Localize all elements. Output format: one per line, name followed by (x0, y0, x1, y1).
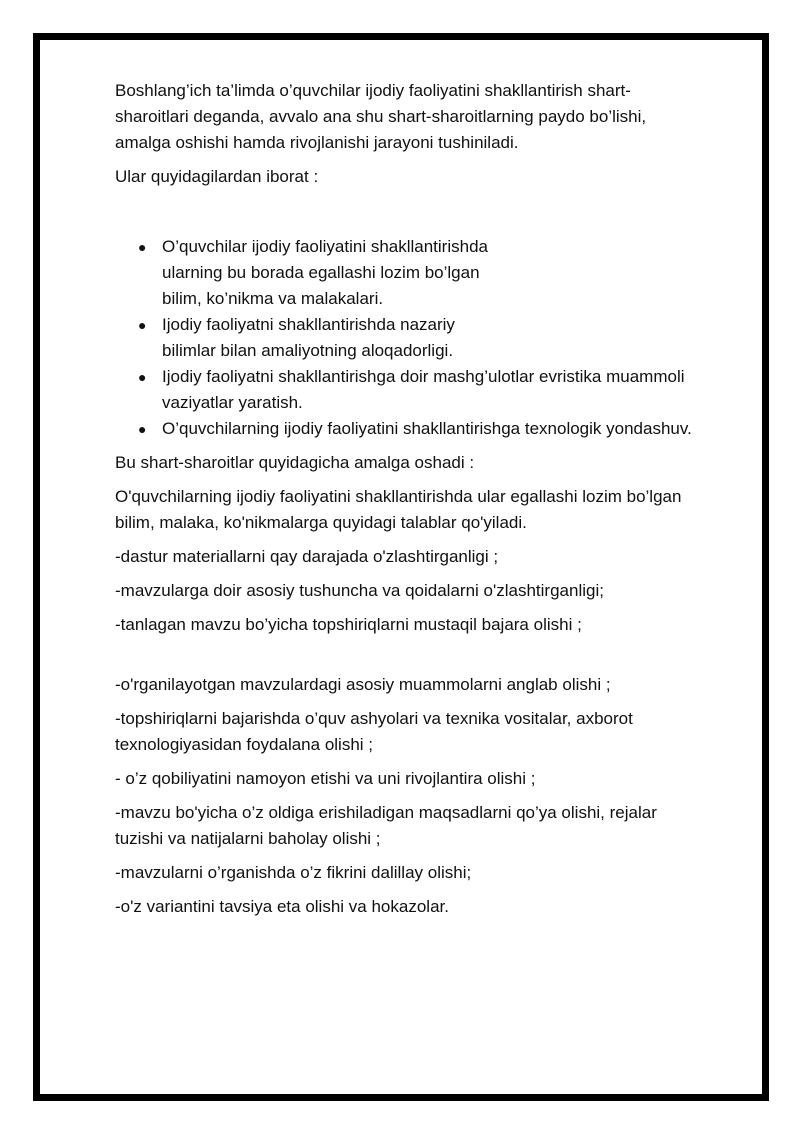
requirement-line: -topshiriqlarni bajarishda o’quv ashyolari va texnika vositalar, axborot texnologiyasidan foydalana olishi ; (115, 709, 633, 754)
bullet-icon: ● (138, 239, 147, 255)
blank-line (115, 198, 700, 234)
list-item (138, 312, 700, 364)
list-item (138, 234, 700, 312)
blank-line (115, 646, 700, 672)
conditions-list (115, 234, 700, 442)
list-item-text: Ijodiy faoliyatni shakllantirishda nazariy bilimlar bilan amaliyotning aloqadorligi. (162, 315, 455, 360)
requirement-line: -mavzularga doir asosiy tushuncha va qoidalarni o'zlashtirganligi; (115, 581, 604, 600)
requirement-line: -o'rganilayotgan mavzulardagi asosiy muammolarni anglab olishi ; (115, 675, 611, 694)
implementation-heading: Bu shart-sharoitlar quyidagicha amalga oshadi : (115, 453, 475, 472)
requirement-line: -mavzu bo'yicha o’z oldiga erishiladigan maqsadlarni qo’ya olishi, rejalar tuzishi va natijalarni baholay olishi ; (115, 803, 657, 848)
requirement-line: -dastur materiallarni qay darajada o'zlashtirganligi ; (115, 547, 499, 566)
requirement-line: -mavzularni o’rganishda o’z fikrini dalillay olishi; (115, 863, 472, 882)
bullet-icon: ● (138, 317, 147, 333)
list-item (138, 416, 700, 442)
intro-paragraph: Boshlang’ich ta’limda o’quvchilar ijodiy faoliyatini shakllantirish shart-sharoitlari deganda, avvalo ana shu shart-sharoitlarning paydo bo’lishi, amalga oshishi hamda rivojlanishi jarayoni tushiniladi. (115, 81, 647, 152)
bullet-icon: ● (138, 369, 147, 385)
requirement-line: - o’z qobiliyatini namoyon etishi va uni rivojlantira olishi ; (115, 769, 536, 788)
page-frame (33, 33, 769, 1101)
intro-lead-in: Ular quyidagilardan iborat : (115, 167, 319, 186)
requirements-paragraph: O'quvchilarning ijodiy faoliyatini shakllantirishda ular egallashi lozim bo’lgan bilim, malaka, ko'nikmalarga quyidagi talablar qo'yiladi. (115, 487, 682, 532)
requirement-line: -tanlagan mavzu bo’yicha topshiriqlarni mustaqil bajara olishi ; (115, 615, 582, 634)
list-item-text: O’quvchilarning ijodiy faoliyatini shakllantirishga texnologik yondashuv. (162, 419, 692, 438)
list-item-text: O’quvchilar ijodiy faoliyatini shakllantirishda ularning bu borada egallashi lozim bo’lgan bilim, ko’nikma va malakalari. (162, 237, 488, 308)
document-body (115, 78, 700, 928)
list-item (138, 364, 700, 416)
requirement-line: -o'z variantini tavsiya eta olishi va hokazolar. (115, 897, 449, 916)
bullet-icon: ● (138, 421, 147, 437)
list-item-text: Ijodiy faoliyatni shakllantirishga doir mashg’ulotlar evristika muammoli vaziyatlar yaratish. (162, 367, 685, 412)
